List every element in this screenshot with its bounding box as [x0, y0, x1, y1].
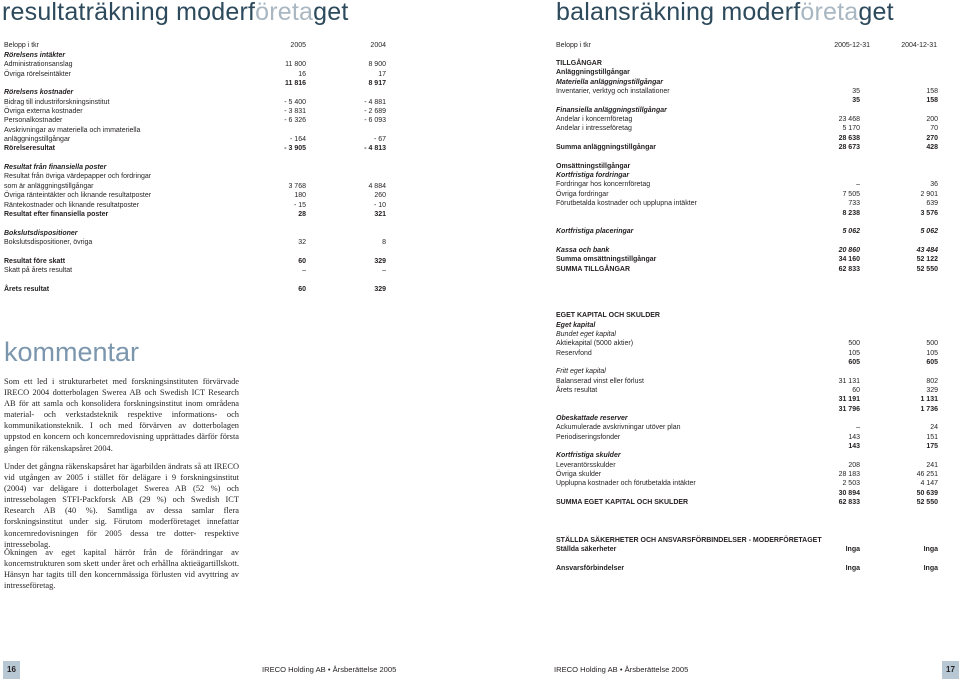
- row-label: Eget kapital: [556, 321, 596, 329]
- row-value-current: 32: [298, 238, 306, 246]
- left-page-title: resultaträkning moderföretaget: [2, 0, 349, 26]
- table-row: [556, 451, 940, 460]
- row-value-current: 143: [848, 433, 860, 441]
- spacer: [556, 526, 940, 535]
- row-label: Reservfond: [556, 349, 592, 357]
- table-row: [4, 210, 388, 219]
- table-row: [4, 163, 388, 172]
- row-label: anläggningstillgångar: [4, 136, 71, 144]
- income-statement-table: [4, 51, 388, 294]
- table-row: [4, 107, 388, 116]
- spacer: [556, 237, 940, 246]
- row-value-current: 60: [298, 285, 306, 293]
- row-value-previous: 1 736: [920, 405, 938, 413]
- row-value-previous: - 4 813: [364, 145, 386, 153]
- table-row: [556, 209, 940, 218]
- header-col-2005: 2005: [290, 42, 306, 49]
- row-label: Ställda säkerheter: [556, 545, 617, 553]
- table-row: [556, 124, 940, 133]
- row-value-current: 5 170: [842, 125, 860, 133]
- row-value-current: 11 800: [285, 61, 306, 69]
- row-value-previous: 4 884: [368, 182, 386, 190]
- row-label: Skatt på årets resultat: [4, 266, 73, 274]
- row-label: Administrationsanslag: [4, 61, 73, 69]
- spacer: [556, 152, 940, 161]
- table-row: [556, 115, 940, 124]
- row-label: Upplupna kostnader och förutbetalda intäkter: [556, 480, 696, 488]
- table-row: [556, 433, 940, 442]
- header-label: Belopp i tkr: [4, 42, 40, 49]
- spacer: [4, 247, 388, 256]
- row-value-previous: 1 131: [920, 396, 938, 404]
- table-row: [556, 536, 940, 545]
- table-row: [556, 330, 940, 339]
- table-row: [556, 87, 940, 96]
- row-label: Resultat från övriga värdepapper och fordringar: [4, 173, 152, 181]
- spacer: [556, 293, 940, 302]
- table-row: [4, 135, 388, 144]
- table-row: [556, 311, 940, 320]
- row-value-previous: Inga: [923, 545, 938, 553]
- table-row: [556, 489, 940, 498]
- row-value-current: 7 505: [842, 190, 860, 198]
- row-value-previous: 105: [926, 349, 938, 357]
- row-value-previous: 52 550: [916, 499, 938, 507]
- row-value-previous: 46 251: [916, 471, 938, 479]
- table-row: [556, 143, 940, 152]
- table-row: [556, 59, 940, 68]
- row-value-current: 733: [848, 200, 860, 208]
- row-value-current: 2 503: [842, 480, 860, 488]
- row-value-current: 28 673: [838, 144, 860, 152]
- table-row: [556, 470, 940, 479]
- table-row: [4, 172, 388, 181]
- table-row: [4, 126, 388, 135]
- table-row: [556, 68, 940, 77]
- table-row: [556, 349, 940, 358]
- row-value-current: 105: [848, 349, 860, 357]
- row-value-previous: 639: [926, 200, 938, 208]
- table-row: [4, 201, 388, 210]
- row-label: Finansiella anläggningstillgångar: [556, 106, 667, 114]
- row-value-current: 5 062: [842, 228, 860, 236]
- row-value-current: 31 796: [838, 405, 860, 413]
- table-row: [556, 78, 940, 87]
- row-value-current: 31 131: [838, 377, 860, 385]
- spacer: [556, 274, 940, 283]
- table-row: [4, 51, 388, 60]
- row-label: Resultat efter finansiella poster: [4, 210, 109, 218]
- kommentar-heading: kommentar: [4, 337, 140, 367]
- row-value-current: 500: [848, 340, 860, 348]
- row-label: Kassa och bank: [556, 246, 610, 254]
- row-value-previous: 8 900: [368, 61, 386, 69]
- row-value-current: 62 833: [838, 499, 860, 507]
- row-label: EGET KAPITAL OCH SKULDER: [556, 312, 660, 320]
- table-row: [556, 321, 940, 330]
- row-label: Övriga externa kostnader: [4, 108, 83, 116]
- table-row: [556, 545, 940, 554]
- table-row: [556, 190, 940, 199]
- table-row: [4, 116, 388, 125]
- table-row: [556, 227, 940, 236]
- row-value-previous: 329: [374, 285, 386, 293]
- spacer: [556, 218, 940, 227]
- table-row: [556, 265, 940, 274]
- row-value-previous: 52 122: [916, 256, 938, 264]
- row-label: Ackumulerade avskrivningar utöver plan: [556, 424, 681, 432]
- row-value-current: –: [302, 266, 306, 274]
- row-label: Andelar i intresseföretag: [556, 125, 632, 133]
- row-label: TILLGÅNGAR: [556, 60, 602, 67]
- row-label: Periodiseringsfonder: [556, 433, 621, 441]
- row-label: SUMMA TILLGÅNGAR: [556, 265, 631, 273]
- row-label: Anläggningstillgångar: [556, 69, 630, 77]
- row-value-current: 28: [298, 210, 306, 218]
- row-value-current: 31 191: [838, 396, 860, 404]
- row-value-previous: 329: [926, 387, 938, 395]
- spacer: [4, 275, 388, 284]
- row-value-current: Inga: [845, 564, 860, 572]
- row-label: Övriga skulder: [556, 471, 602, 479]
- row-value-current: 60: [298, 257, 306, 265]
- table-row: [556, 395, 940, 404]
- row-value-previous: 260: [374, 192, 386, 200]
- row-label: Avskrivningar av materiella och immateriella: [4, 126, 141, 134]
- balance-sheet-table: [556, 59, 940, 573]
- row-value-previous: 8 917: [368, 80, 386, 88]
- row-label: som är anläggningstillgångar: [4, 182, 94, 190]
- row-value-previous: 50 639: [916, 489, 938, 497]
- table-row: [4, 88, 388, 97]
- table-row: [556, 171, 940, 180]
- row-label: Räntekostnader och liknande resultatposter: [4, 201, 140, 209]
- header-label: Belopp i tkr: [556, 42, 592, 49]
- row-value-previous: 2 901: [920, 190, 938, 198]
- table-row: [556, 96, 940, 105]
- row-label: Bundet eget kapital: [556, 330, 616, 338]
- spacer: [556, 508, 940, 517]
- row-label: Omsättningstillgångar: [556, 162, 631, 170]
- row-label: Andelar i koncernföretag: [556, 116, 633, 124]
- row-value-previous: 36: [930, 181, 938, 189]
- row-value-previous: 70: [930, 125, 938, 133]
- row-label: Kortfristiga placeringar: [556, 228, 634, 236]
- row-value-current: 30 894: [838, 489, 860, 497]
- page-number-right: 17: [942, 661, 959, 679]
- spacer: [4, 154, 388, 163]
- row-label: Balanserad vinst eller förlust: [556, 377, 644, 385]
- row-value-current: - 5 400: [284, 98, 306, 106]
- row-value-current: 62 833: [838, 265, 860, 273]
- table-row: [556, 106, 940, 115]
- row-value-current: 28 183: [838, 471, 860, 479]
- row-value-previous: 5 062: [920, 228, 938, 236]
- row-value-current: - 6 326: [284, 117, 306, 125]
- row-value-previous: 52 550: [916, 265, 938, 273]
- kommentar-paragraph-3: Ökningen av eget kapital härrör från de förändringar av koncernstrukturen som skett under året och erhållna aktieägartillskott. Hänsyn har tagits till den koncernmässiga förlusten vid avyttring av intresseföretag.: [4, 548, 239, 591]
- row-value-current: –: [856, 181, 860, 189]
- row-value-previous: 175: [926, 443, 938, 451]
- footer-text-left: IRECO Holding AB • Årsberättelse 2005: [262, 665, 397, 674]
- row-label: Fordringar hos koncernföretag: [556, 181, 651, 189]
- table-row: [556, 423, 940, 432]
- row-value-previous: Inga: [923, 564, 938, 572]
- row-value-current: - 3 905: [284, 145, 306, 153]
- page-number-left: 16: [3, 661, 20, 679]
- row-value-current: 143: [848, 443, 860, 451]
- row-value-current: - 3 831: [284, 108, 306, 116]
- row-label: Rörelsens intäkter: [4, 52, 66, 59]
- row-value-previous: - 67: [373, 136, 386, 144]
- row-label: Summa omsättningstillgångar: [556, 256, 657, 264]
- row-label: Bidrag till industriforskningsinstitut: [4, 98, 110, 106]
- table-row: [556, 377, 940, 386]
- row-value-current: 20 860: [838, 246, 860, 254]
- row-label: Obeskattade reserver: [556, 415, 628, 423]
- table-row: [556, 246, 940, 255]
- row-label: Övriga rörelseintäkter: [4, 70, 71, 78]
- row-value-previous: - 2 689: [364, 108, 386, 116]
- row-value-current: 180: [294, 192, 306, 200]
- row-value-current: –: [856, 424, 860, 432]
- table-row: [4, 191, 388, 200]
- table-row: [4, 266, 388, 275]
- table-row: [556, 386, 940, 395]
- header-col-2004: 2004-12-31: [901, 42, 937, 49]
- table-row: [556, 442, 940, 451]
- row-value-current: 605: [848, 359, 860, 366]
- row-label: Personalkostnader: [4, 117, 63, 125]
- table-row: [556, 414, 940, 423]
- table-row: [556, 255, 940, 264]
- row-value-previous: 158: [926, 88, 938, 96]
- row-value-current: 35: [852, 88, 860, 96]
- row-value-current: 34 160: [838, 256, 860, 264]
- table-row: [556, 162, 940, 171]
- row-label: SUMMA EGET KAPITAL OCH SKULDER: [556, 499, 689, 507]
- table-row: [556, 358, 940, 367]
- table-row: [4, 182, 388, 191]
- row-label: Resultat från finansiella poster: [4, 164, 107, 172]
- kommentar-paragraph-2: Under det gångna räkenskapsåret har ägarbilden ändrats så att IRECO vid utgången av 2005 i stället för delägare i 9 forskningsinstitut (2004) var delägare i dotterbolaget Swerea AB (52 %) och intressebolagen STFI-Packforsk AB (29 %) och Swedish ICT Research AB (40 %). Samtliga av dessa samlar flera forskningsinstitut under sig. Förutom moderföretaget innefattar koncernredovisningen för 2005 dessa tre dotter- respektive intressebolag.: [4, 462, 239, 549]
- row-label: STÄLLDA SÄKERHETER OCH ANSVARSFÖRBINDELSER - MODERFÖRETAGET: [556, 536, 822, 544]
- row-label: Bokslutsdispositioner: [4, 229, 78, 237]
- row-value-current: 23 468: [838, 116, 860, 124]
- row-value-previous: 3 576: [920, 209, 938, 217]
- row-value-current: 28 638: [838, 134, 860, 142]
- table-row: [556, 479, 940, 488]
- table-row: [556, 405, 940, 414]
- row-value-previous: - 4 881: [364, 98, 386, 106]
- row-label: Övriga fordringar: [556, 190, 609, 198]
- row-label: Bokslutsdispositioner, övriga: [4, 238, 93, 246]
- row-label: Materiella anläggningstillgångar: [556, 78, 663, 86]
- row-value-current: 3 768: [288, 182, 306, 190]
- row-value-previous: 4 147: [920, 480, 938, 488]
- row-label: Förutbetalda kostnader och upplupna intäkter: [556, 200, 697, 208]
- row-value-previous: 500: [926, 340, 938, 348]
- row-label: Kortfristiga fordringar: [556, 172, 630, 180]
- row-value-previous: 24: [930, 424, 938, 432]
- row-value-current: 35: [852, 97, 860, 105]
- row-label: Aktiekapital (5000 aktier): [556, 340, 634, 348]
- table-row: [556, 134, 940, 143]
- table-row: [4, 70, 388, 79]
- row-value-current: 16: [298, 70, 306, 78]
- right-page-title: balansräkning moderföretaget: [556, 0, 894, 26]
- header-col-2005: 2005-12-31: [834, 42, 870, 49]
- row-value-previous: - 6 093: [364, 117, 386, 125]
- row-value-current: - 164: [290, 136, 306, 144]
- table-row: [4, 238, 388, 247]
- row-value-previous: 43 484: [916, 246, 938, 254]
- spacer: [4, 219, 388, 228]
- table-row: [4, 257, 388, 266]
- table-row: [4, 98, 388, 107]
- row-label: Årets resultat: [556, 387, 598, 395]
- row-value-previous: 158: [926, 97, 938, 105]
- row-value-current: 208: [848, 461, 860, 469]
- table-row: [4, 79, 388, 88]
- row-label: Inventarier, verktyg och installationer: [556, 88, 670, 96]
- row-value-current: 8 238: [842, 209, 860, 217]
- row-value-previous: –: [382, 266, 386, 274]
- spacer: [556, 517, 940, 526]
- row-label: Resultat före skatt: [4, 257, 66, 265]
- row-value-previous: 200: [926, 116, 938, 124]
- table-row: [556, 564, 940, 573]
- footer-text-right: IRECO Holding AB • Årsberättelse 2005: [554, 665, 689, 674]
- balance-sheet-header: [556, 41, 940, 53]
- row-value-previous: 8: [382, 238, 386, 246]
- row-value-previous: 321: [374, 210, 386, 218]
- row-value-previous: 151: [926, 433, 938, 441]
- row-label: Ansvarsförbindelser: [556, 564, 625, 572]
- spacer: [556, 554, 940, 563]
- table-row: [556, 180, 940, 189]
- table-row: [556, 461, 940, 470]
- kommentar-paragraph-1: Som ett led i strukturarbetet med forskningsinstituten förvärvade IRECO 2004 dotterbolagen Swerea AB och Swedish ICT Research AB för att samla och konsolidera forskningsinstitut inom områdena material- och verkstadsteknik respektive informations- och kommunikationsteknik. I och med förvärven av dotterbolagen uppstod en koncern och koncernredovisning upprättades därför första gången för räkenskapsåret 2004.: [4, 377, 239, 453]
- row-value-current: Inga: [845, 545, 860, 553]
- spacer: [556, 302, 940, 311]
- table-row: [556, 498, 940, 507]
- row-label: Övriga ränteintäkter och liknande resultatposter: [4, 192, 152, 200]
- row-label: Rörelsens kostnader: [4, 89, 74, 97]
- table-row: [4, 285, 388, 294]
- row-label: Summa anläggningstillgångar: [556, 144, 656, 152]
- row-value-previous: 17: [378, 70, 386, 78]
- row-value-previous: 605: [926, 359, 938, 366]
- table-row: [556, 339, 940, 348]
- row-label: Fritt eget kapital: [556, 368, 606, 376]
- table-row: [556, 199, 940, 208]
- table-row: [4, 229, 388, 238]
- row-value-current: - 15: [293, 201, 306, 209]
- row-value-current: 60: [852, 387, 860, 395]
- row-label: Rörelseresultat: [4, 145, 55, 153]
- row-label: Leverantörsskulder: [556, 461, 616, 469]
- row-value-previous: 241: [926, 461, 938, 469]
- row-label: Årets resultat: [4, 285, 50, 293]
- row-value-previous: 428: [926, 144, 938, 152]
- header-col-2004: 2004: [370, 42, 386, 49]
- row-value-current: 11 816: [284, 80, 306, 88]
- row-value-previous: 270: [926, 134, 938, 142]
- spacer: [556, 283, 940, 292]
- table-row: [4, 144, 388, 153]
- row-value-previous: 329: [374, 257, 386, 265]
- row-label: Kortfristiga skulder: [556, 452, 621, 460]
- table-row: [556, 367, 940, 376]
- row-value-previous: 802: [926, 377, 938, 385]
- row-value-previous: - 10: [373, 201, 386, 209]
- table-row: [4, 60, 388, 69]
